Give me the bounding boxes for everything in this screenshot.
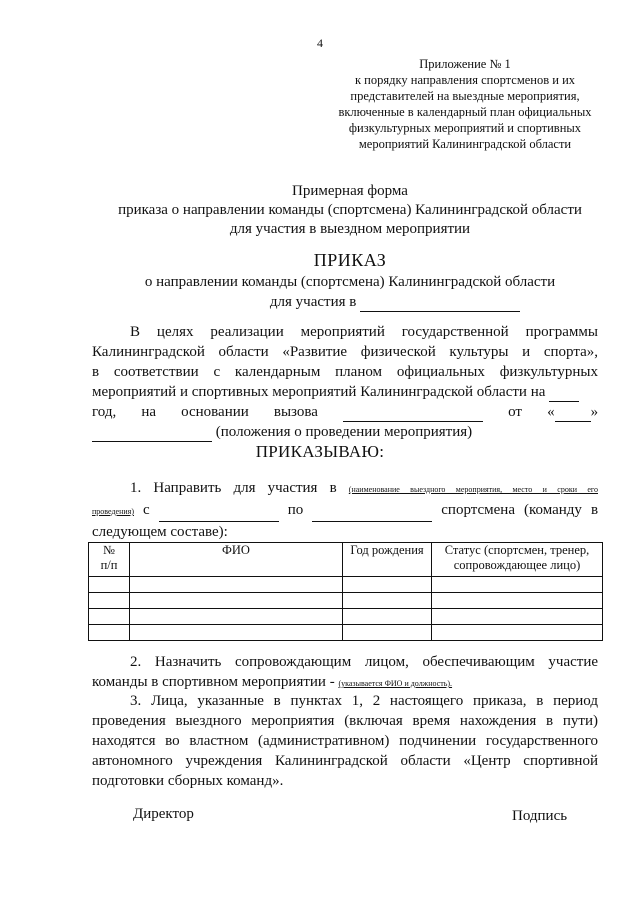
table-cell[interactable] [130, 609, 343, 625]
item3-line: подготовки сборных команд». [92, 773, 284, 789]
table-row [89, 609, 603, 625]
preamble-line6-text: (положения о проведении мероприятия) [215, 424, 473, 440]
item1-note: проведения) [92, 507, 134, 516]
header-year [343, 543, 432, 577]
order-subtitle-line2 [40, 292, 640, 312]
preamble-line-6 [92, 422, 598, 442]
table-cell[interactable] [343, 593, 432, 609]
header-num-a: № [103, 543, 115, 557]
preamble-word: основании [181, 404, 249, 420]
table-cell[interactable] [432, 593, 603, 609]
header-fio [130, 543, 343, 577]
form-title-line: для участия в выездном мероприятии [229, 221, 471, 237]
item1-text: 1. Направить для участия в [130, 480, 337, 496]
table-cell[interactable] [89, 593, 130, 609]
preamble-line-5 [92, 402, 598, 422]
participants-table [88, 542, 603, 641]
item2-note: (указывается ФИО и должность). [338, 679, 453, 688]
preamble-line4-text: мероприятий и спортивных мероприятий Калининградской области на [92, 384, 546, 400]
table-row [89, 625, 603, 641]
preamble-line: Калининградской области «Развитие физической культуры и спорта», [92, 344, 598, 360]
preamble-word: год, [92, 404, 117, 420]
table-cell[interactable] [130, 593, 343, 609]
order-subtitle-line1: о направлении команды (спортсмена) Калининградской области [144, 274, 556, 290]
preamble-word: вызова [273, 404, 318, 420]
table-cell[interactable] [89, 609, 130, 625]
table-cell[interactable] [343, 577, 432, 593]
table-cell[interactable] [89, 577, 130, 593]
annex-line: физкультурных мероприятий и спортивных [348, 121, 582, 135]
header-status [432, 543, 603, 577]
item1-line-1 [92, 478, 598, 500]
table-header-row [89, 543, 603, 577]
director-label: Директор [133, 806, 194, 822]
event-blank-line [360, 297, 520, 312]
item1-po: по [287, 502, 304, 518]
form-title [60, 182, 640, 239]
item-1-paragraph [92, 478, 598, 542]
table-cell[interactable] [432, 577, 603, 593]
date-group [547, 404, 598, 420]
item2-text: команды в спортивном мероприятии - [92, 674, 335, 690]
table-row [89, 593, 603, 609]
order-subtitle-prefix: для участия в [269, 294, 357, 310]
annex-line: включенные в календарный план официальных [338, 105, 592, 119]
table-cell[interactable] [343, 625, 432, 641]
item3-line: 3. Лица, указанные в пунктах 1, 2 настоящего приказа, в период [130, 693, 598, 709]
preamble-paragraph [92, 322, 598, 442]
preamble-line: В целях реализации мероприятий государственной программы [130, 324, 598, 340]
item3-line: автономного учреждения Калининградской области «Центр спортивной [92, 753, 598, 769]
annex-header [300, 56, 630, 152]
table-cell[interactable] [130, 577, 343, 593]
header-num-b: п/п [100, 558, 118, 572]
page-number: 4 [317, 36, 323, 50]
decree-heading: ПРИКАЗЫВАЮ: [255, 442, 385, 461]
item1-start-group [92, 502, 279, 518]
item3-line: проведения выездного мероприятия (включая время нахождения в пути) [92, 713, 598, 729]
call-group [274, 404, 483, 420]
quote-close: » [590, 404, 599, 420]
preamble-line: в соответствии с календарным планом официальных физкультурных [92, 364, 598, 380]
annex-line: представителей на выездные мероприятия, [350, 89, 580, 103]
item1-line-2 [92, 500, 598, 522]
form-title-line: Примерная форма [292, 183, 408, 199]
preamble-word: на [141, 404, 157, 420]
header-num [89, 543, 130, 577]
quote-open: « [547, 404, 555, 420]
date-blank-line [555, 407, 591, 422]
table-cell[interactable] [130, 625, 343, 641]
start-date-blank-line [159, 507, 279, 522]
form-title-line: приказа о направлении команды (спортсмена) Калининградской области [118, 202, 582, 218]
table-cell[interactable] [343, 609, 432, 625]
order-title: ПРИКАЗ [313, 250, 387, 270]
year-blank-line [549, 387, 579, 402]
call-blank-line [343, 407, 483, 422]
annex-line: к порядку направления спортсменов и их [354, 73, 576, 87]
regulation-blank-line [92, 427, 212, 442]
item3-line: находятся во властном (административном) подчинении государственного [92, 733, 598, 749]
preamble-line-4 [92, 382, 598, 402]
item1-note: (наименование выездного мероприятия, место и сроки его [348, 485, 598, 494]
signature-label: Подпись [512, 808, 568, 824]
item-3-paragraph [92, 691, 598, 791]
table-cell[interactable] [432, 625, 603, 641]
order-subtitle [40, 272, 640, 312]
annex-line: мероприятий Калининградской области [358, 137, 572, 151]
item-2-paragraph [92, 652, 598, 694]
header-year-text: Год рождения [350, 543, 424, 557]
item1-c: с [143, 502, 150, 518]
header-status-b: сопровождающее лицо) [453, 558, 581, 572]
table-row [89, 577, 603, 593]
header-fio-text: ФИО [222, 543, 250, 557]
table-cell[interactable] [432, 609, 603, 625]
preamble-word: от [508, 404, 522, 420]
item1-line-3: следующем составе): [92, 524, 228, 540]
item2-line-1: 2. Назначить сопровождающим лицом, обеспечивающим участие [130, 654, 598, 670]
end-date-blank-line [312, 507, 432, 522]
table-cell[interactable] [89, 625, 130, 641]
annex-line: Приложение № 1 [419, 57, 511, 71]
item1-tail: спортсмена (команду в [441, 502, 599, 518]
header-status-a: Статус (спортсмен, тренер, [444, 543, 590, 557]
